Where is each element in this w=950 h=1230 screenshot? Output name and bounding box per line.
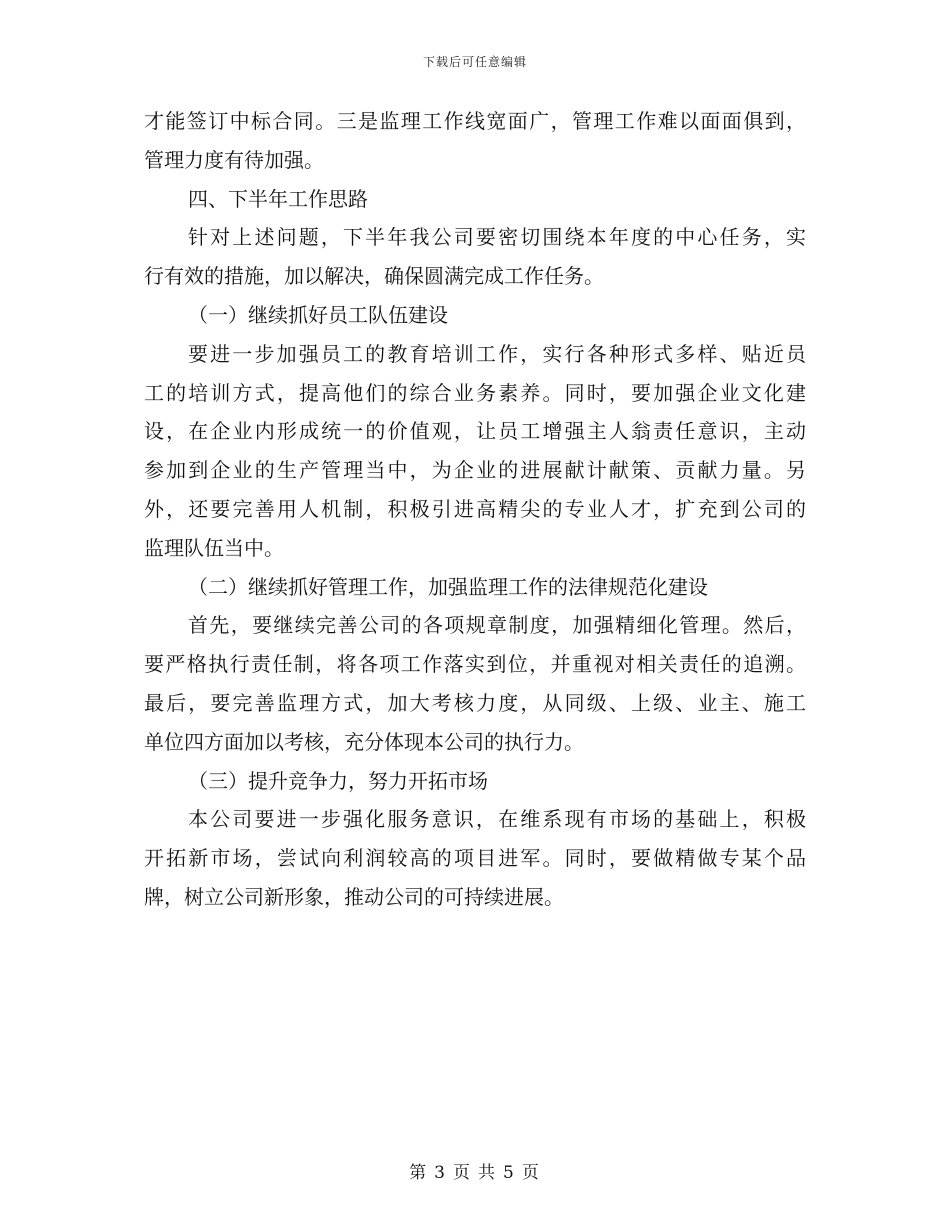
header-note: 下载后可任意编辑 bbox=[422, 55, 527, 69]
text-line: 本公司要进一步强化服务意识，在维系现有市场的基础上，积极 bbox=[188, 807, 806, 832]
subsection-heading: （一）继续抓好员工队伍建设 bbox=[188, 302, 448, 327]
page-number bbox=[0, 1158, 950, 1183]
text-line: 工的培训方式，提高他们的综合业务素养。同时，要加强企业文化建 bbox=[144, 380, 806, 405]
page-suffix: 页 bbox=[521, 1163, 541, 1183]
text-line: 外，还要完善用人机制，积极引进高精尖的专业人才，扩充到公司的 bbox=[144, 496, 806, 521]
text-line: 要严格执行责任制，将各项工作落实到位，并重视对相关责任的追溯。 bbox=[144, 652, 806, 677]
current-page: 3 bbox=[434, 1163, 447, 1183]
text-line: 监理队伍当中。 bbox=[144, 535, 284, 560]
page-word: 页 bbox=[453, 1163, 472, 1183]
section-heading: 四、下半年工作思路 bbox=[188, 186, 368, 211]
text-line: 管理力度有待加强。 bbox=[144, 147, 324, 172]
text-line: 参加到企业的生产管理当中，为企业的进展献计献策、贡献力量。另 bbox=[144, 458, 806, 483]
text-line: 设，在企业内形成统一的价值观，让员工增强主人翁责任意识，主动 bbox=[144, 419, 806, 444]
subsection-heading: （二）继续抓好管理工作，加强监理工作的法律规范化建设 bbox=[188, 574, 708, 599]
text-line: 针对上述问题，下半年我公司要密切围绕本年度的中心任务，实 bbox=[188, 225, 806, 250]
text-line: 要进一步加强员工的教育培训工作，实行各种形式多样、贴近员 bbox=[188, 341, 806, 366]
total-word: 共 bbox=[478, 1163, 497, 1183]
text-line: 牌，树立公司新形象，推动公司的可持续进展。 bbox=[144, 884, 564, 909]
page-prefix: 第 bbox=[409, 1163, 429, 1183]
document-body bbox=[144, 102, 806, 917]
text-line: 行有效的措施，加以解决，确保圆满完成工作任务。 bbox=[144, 264, 604, 289]
subsection-heading: （三）提升竞争力，努力开拓市场 bbox=[188, 768, 488, 793]
text-line: 开拓新市场，尝试向利润较高的项目进军。同时，要做精做专某个品 bbox=[144, 846, 806, 871]
text-line: 才能签订中标合同。三是监理工作线宽面广，管理工作难以面面俱到， bbox=[144, 109, 806, 133]
text-line: 单位四方面加以考核，充分体现本公司的执行力。 bbox=[144, 729, 584, 754]
text-line: 最后，要完善监理方式，加大考核力度，从同级、上级、业主、施工 bbox=[144, 690, 806, 715]
total-pages: 5 bbox=[503, 1163, 516, 1183]
text-line: 首先，要继续完善公司的各项规章制度，加强精细化管理。然后， bbox=[188, 613, 806, 638]
